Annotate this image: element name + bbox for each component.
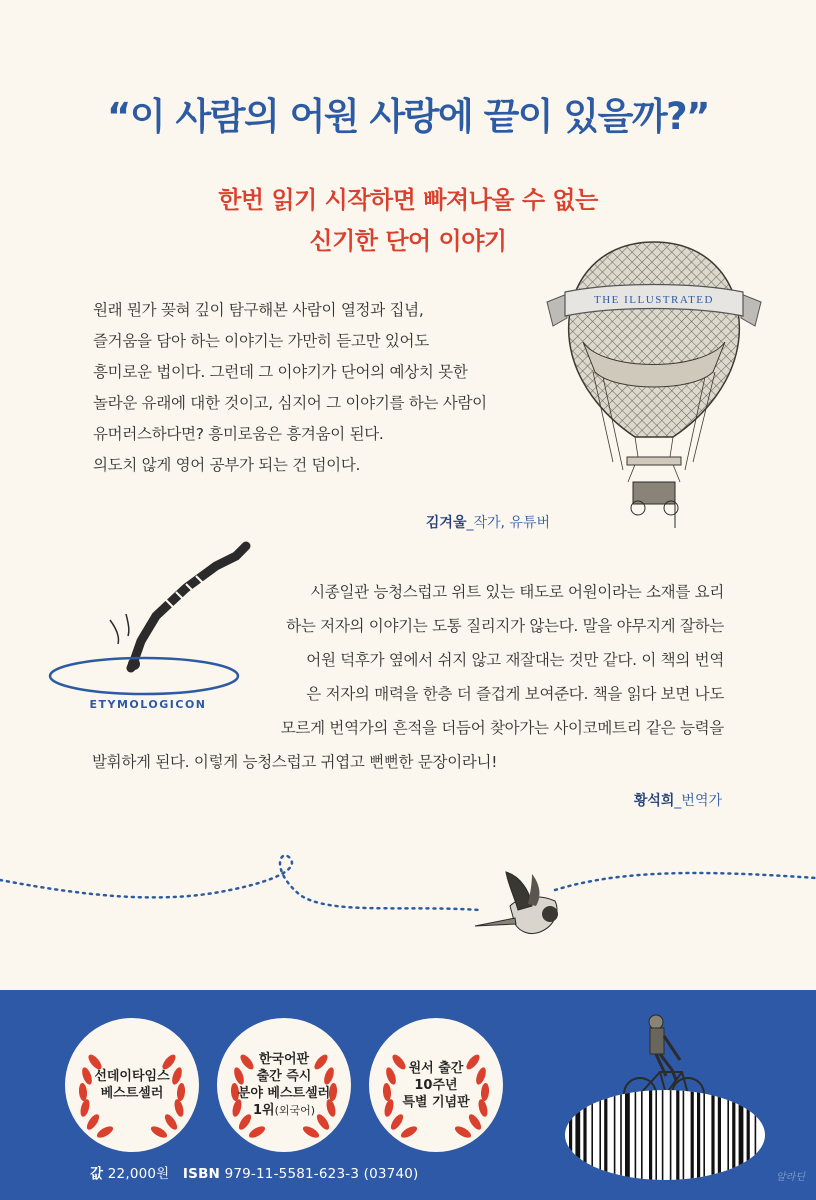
award-badge <box>65 1018 199 1152</box>
award-badge <box>369 1018 503 1152</box>
quote-line: 의도치 않게 영어 공부가 되는 건 덤이다. <box>93 456 361 474</box>
headline: “이 사람의 어원 사랑에 끝이 있을까?” <box>107 95 709 138</box>
subheadline-line: 한번 읽기 시작하면 빠져나올 수 없는 <box>218 186 598 214</box>
review-signature-1 <box>380 512 550 532</box>
quote-line: 은 저자의 매력을 한층 더 즐겁게 보여준다. 책을 읽다 보면 나도 <box>306 685 724 703</box>
price-value: 22,000원 <box>107 1166 170 1182</box>
review-signature-2 <box>560 790 722 810</box>
quote-line: 어원 덕후가 옆에서 쉬지 않고 재잘대는 것만 같다. 이 책의 번역 <box>306 651 724 669</box>
flight-path-decoration <box>0 850 816 950</box>
watermark: 알라딘 <box>776 1172 805 1183</box>
reviewer-role: _번역가 <box>674 793 722 809</box>
badge-main-text: 선데이타임스 베스트셀러 <box>94 1069 170 1101</box>
quote-line: 유머러스하다면? 흥미로움은 흥겨움이 된다. <box>93 425 384 443</box>
badge-main-text: 원서 출간 10주년 특별 기념판 <box>402 1060 470 1110</box>
reviewer-role: _작가, 유튜버 <box>466 515 550 531</box>
isbn-value: 979-11-5581-623-3 <box>224 1166 360 1182</box>
reviewer-name: 김겨울 <box>425 515 467 531</box>
review-quote-1 <box>93 295 563 481</box>
quote-line: 놀라운 유래에 대한 것이고, 심지어 그 이야기를 하는 사람이 <box>93 394 487 412</box>
balloon-banner-text: THE ILLUSTRATED <box>594 294 714 306</box>
subheadline-line: 신기한 단어 이야기 <box>309 227 507 255</box>
quote-line: 흥미로운 법이다. 그런데 그 이야기가 단어의 예상치 못한 <box>93 363 468 381</box>
quote-line: 원래 뭔가 꽂혀 깊이 탐구해본 사람이 열정과 집념, <box>93 301 424 319</box>
quote-line: 하는 저자의 이야기는 도통 질리지가 않는다. 말을 야무지게 잘하는 <box>286 617 724 635</box>
quote-line: 발휘하게 된다. 이렇게 능청스럽고 귀엽고 뻔뻔한 문장이라니! <box>92 753 498 771</box>
quote-line: 시종일관 능청스럽고 위트 있는 태도로 어원이라는 소재를 요리 <box>310 583 724 601</box>
isbn-label: ISBN <box>182 1166 221 1182</box>
price-label: 값 <box>90 1166 104 1182</box>
barcode-icon <box>565 1090 765 1180</box>
isbn-code: (03740) <box>363 1166 419 1182</box>
kingfisher-bird-icon <box>470 866 570 946</box>
badge-main-text: 한국어판 출간 즉시 분야 베스트셀러 1위 <box>237 1052 331 1118</box>
hot-air-balloon-icon <box>543 232 765 532</box>
badge-small-text: (외국어) <box>274 1104 316 1117</box>
review-quote-2 <box>89 575 724 779</box>
pool-label: ETYMOLOGICON <box>89 698 207 711</box>
quote-line: 즐거움을 담아 하는 이야기는 가만히 듣고만 있어도 <box>93 332 429 350</box>
reviewer-name: 황석희 <box>633 793 675 809</box>
award-badge <box>217 1018 351 1152</box>
price-isbn-line <box>90 1162 419 1182</box>
quote-line: 모르게 번역가의 흔적을 더듬어 찾아가는 사이코메트리 같은 능력을 <box>280 719 724 737</box>
